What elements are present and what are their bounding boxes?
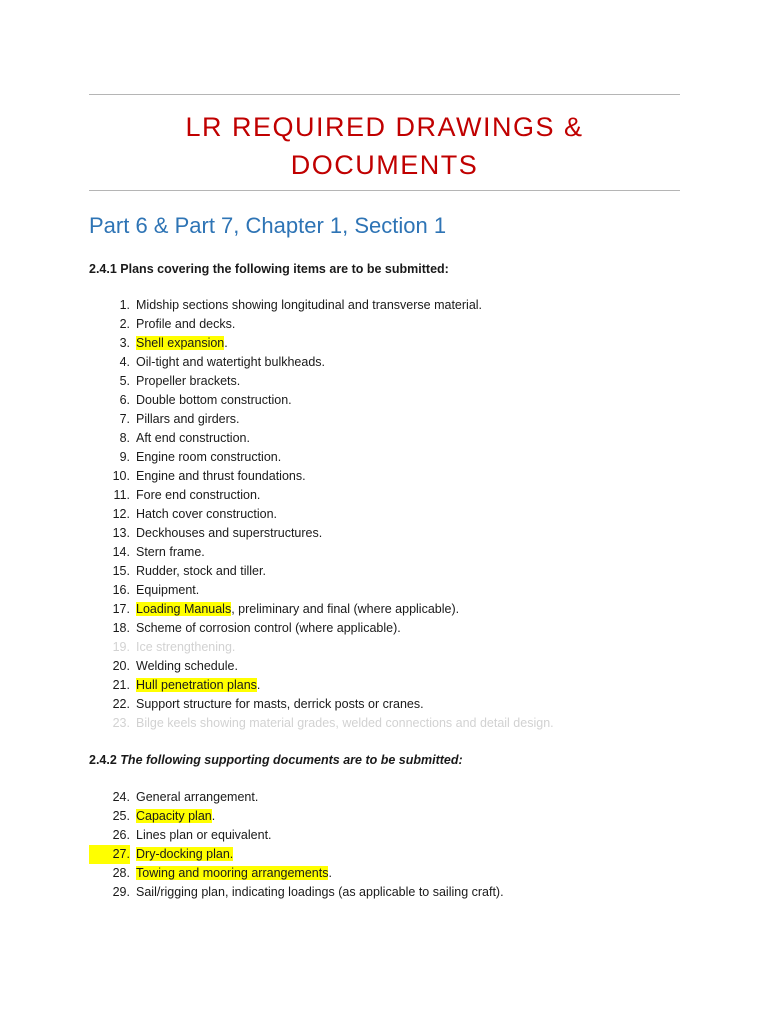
section-subtitle: Part 6 & Part 7, Chapter 1, Section 1 [89, 213, 447, 238]
list-item: 11. Fore end construction. [113, 488, 261, 502]
list-item: 6. Double bottom construction. [119, 393, 292, 407]
list-item: 25. Capacity plan. [112, 809, 216, 823]
list-item: 26. Lines plan or equivalent. [112, 828, 272, 842]
section-heading-text: The following supporting documents are to be submitted: [120, 753, 463, 767]
list-item-faded: 23. Bilge keels showing material grades, welded connections and detail design. [112, 716, 554, 730]
list-item: 8. Aft end construction. [119, 431, 250, 445]
highlighted-text: Dry-docking plan. [136, 847, 234, 861]
list-item: 2. Profile and decks. [119, 317, 236, 331]
bottom-divider [89, 190, 680, 191]
list-item: 1. Midship sections showing longitudinal and transverse material. [119, 298, 483, 312]
list-item: 10. Engine and thrust foundations. [112, 469, 306, 483]
supporting-documents-list [89, 788, 689, 902]
list-item: 7. Pillars and girders. [119, 412, 240, 426]
document-title [89, 108, 680, 184]
list-item: 15. Rudder, stock and tiller. [112, 564, 266, 578]
list-item: 5. Propeller brackets. [119, 374, 241, 388]
highlighted-text: Loading Manuals [136, 602, 232, 616]
title-line-1: LR REQUIRED DRAWINGS & [185, 112, 584, 142]
list-item: 28. Towing and mooring arrangements. [112, 866, 332, 880]
list-item: 16. Equipment. [112, 583, 200, 597]
highlighted-text: Capacity plan [136, 809, 212, 823]
list-item: 24. General arrangement. [112, 790, 259, 804]
list-item: 13. Deckhouses and superstructures. [112, 526, 323, 540]
highlighted-text: Towing and mooring arrangements [136, 866, 329, 880]
list-item-faded: 19. Ice strengthening. [112, 640, 236, 654]
section-number: 2.4.2 [89, 753, 117, 767]
section-heading-2-4-2 [89, 751, 463, 769]
list-item: 18. Scheme of corrosion control (where applicable). [112, 621, 401, 635]
section-heading-text: Plans covering the following items are to be submitted: [120, 262, 449, 276]
list-item: 12. Hatch cover construction. [112, 507, 278, 521]
list-item: 22. Support structure for masts, derrick posts or cranes. [112, 697, 424, 711]
section-number: 2.4.1 [89, 262, 117, 276]
list-item: 21. Hull penetration plans. [112, 678, 261, 692]
top-divider [89, 94, 680, 95]
highlighted-text: Hull penetration plans [136, 678, 257, 692]
list-item: 14. Stern frame. [112, 545, 205, 559]
list-item: 17. Loading Manuals, preliminary and final (where applicable). [112, 602, 460, 616]
list-item: 29. Sail/rigging plan, indicating loadings (as applicable to sailing craft). [112, 885, 504, 899]
plans-list [89, 296, 689, 733]
list-item-highlighted: 27. Dry-docking plan. [89, 845, 689, 864]
list-item: 20. Welding schedule. [112, 659, 238, 673]
section-heading-2-4-1 [89, 260, 449, 278]
highlighted-text: Shell expansion [136, 336, 225, 350]
title-line-2: DOCUMENTS [290, 150, 479, 180]
list-item: 4. Oil-tight and watertight bulkheads. [119, 355, 325, 369]
list-item: 9. Engine room construction. [119, 450, 282, 464]
list-item: 3. Shell expansion. [119, 336, 228, 350]
